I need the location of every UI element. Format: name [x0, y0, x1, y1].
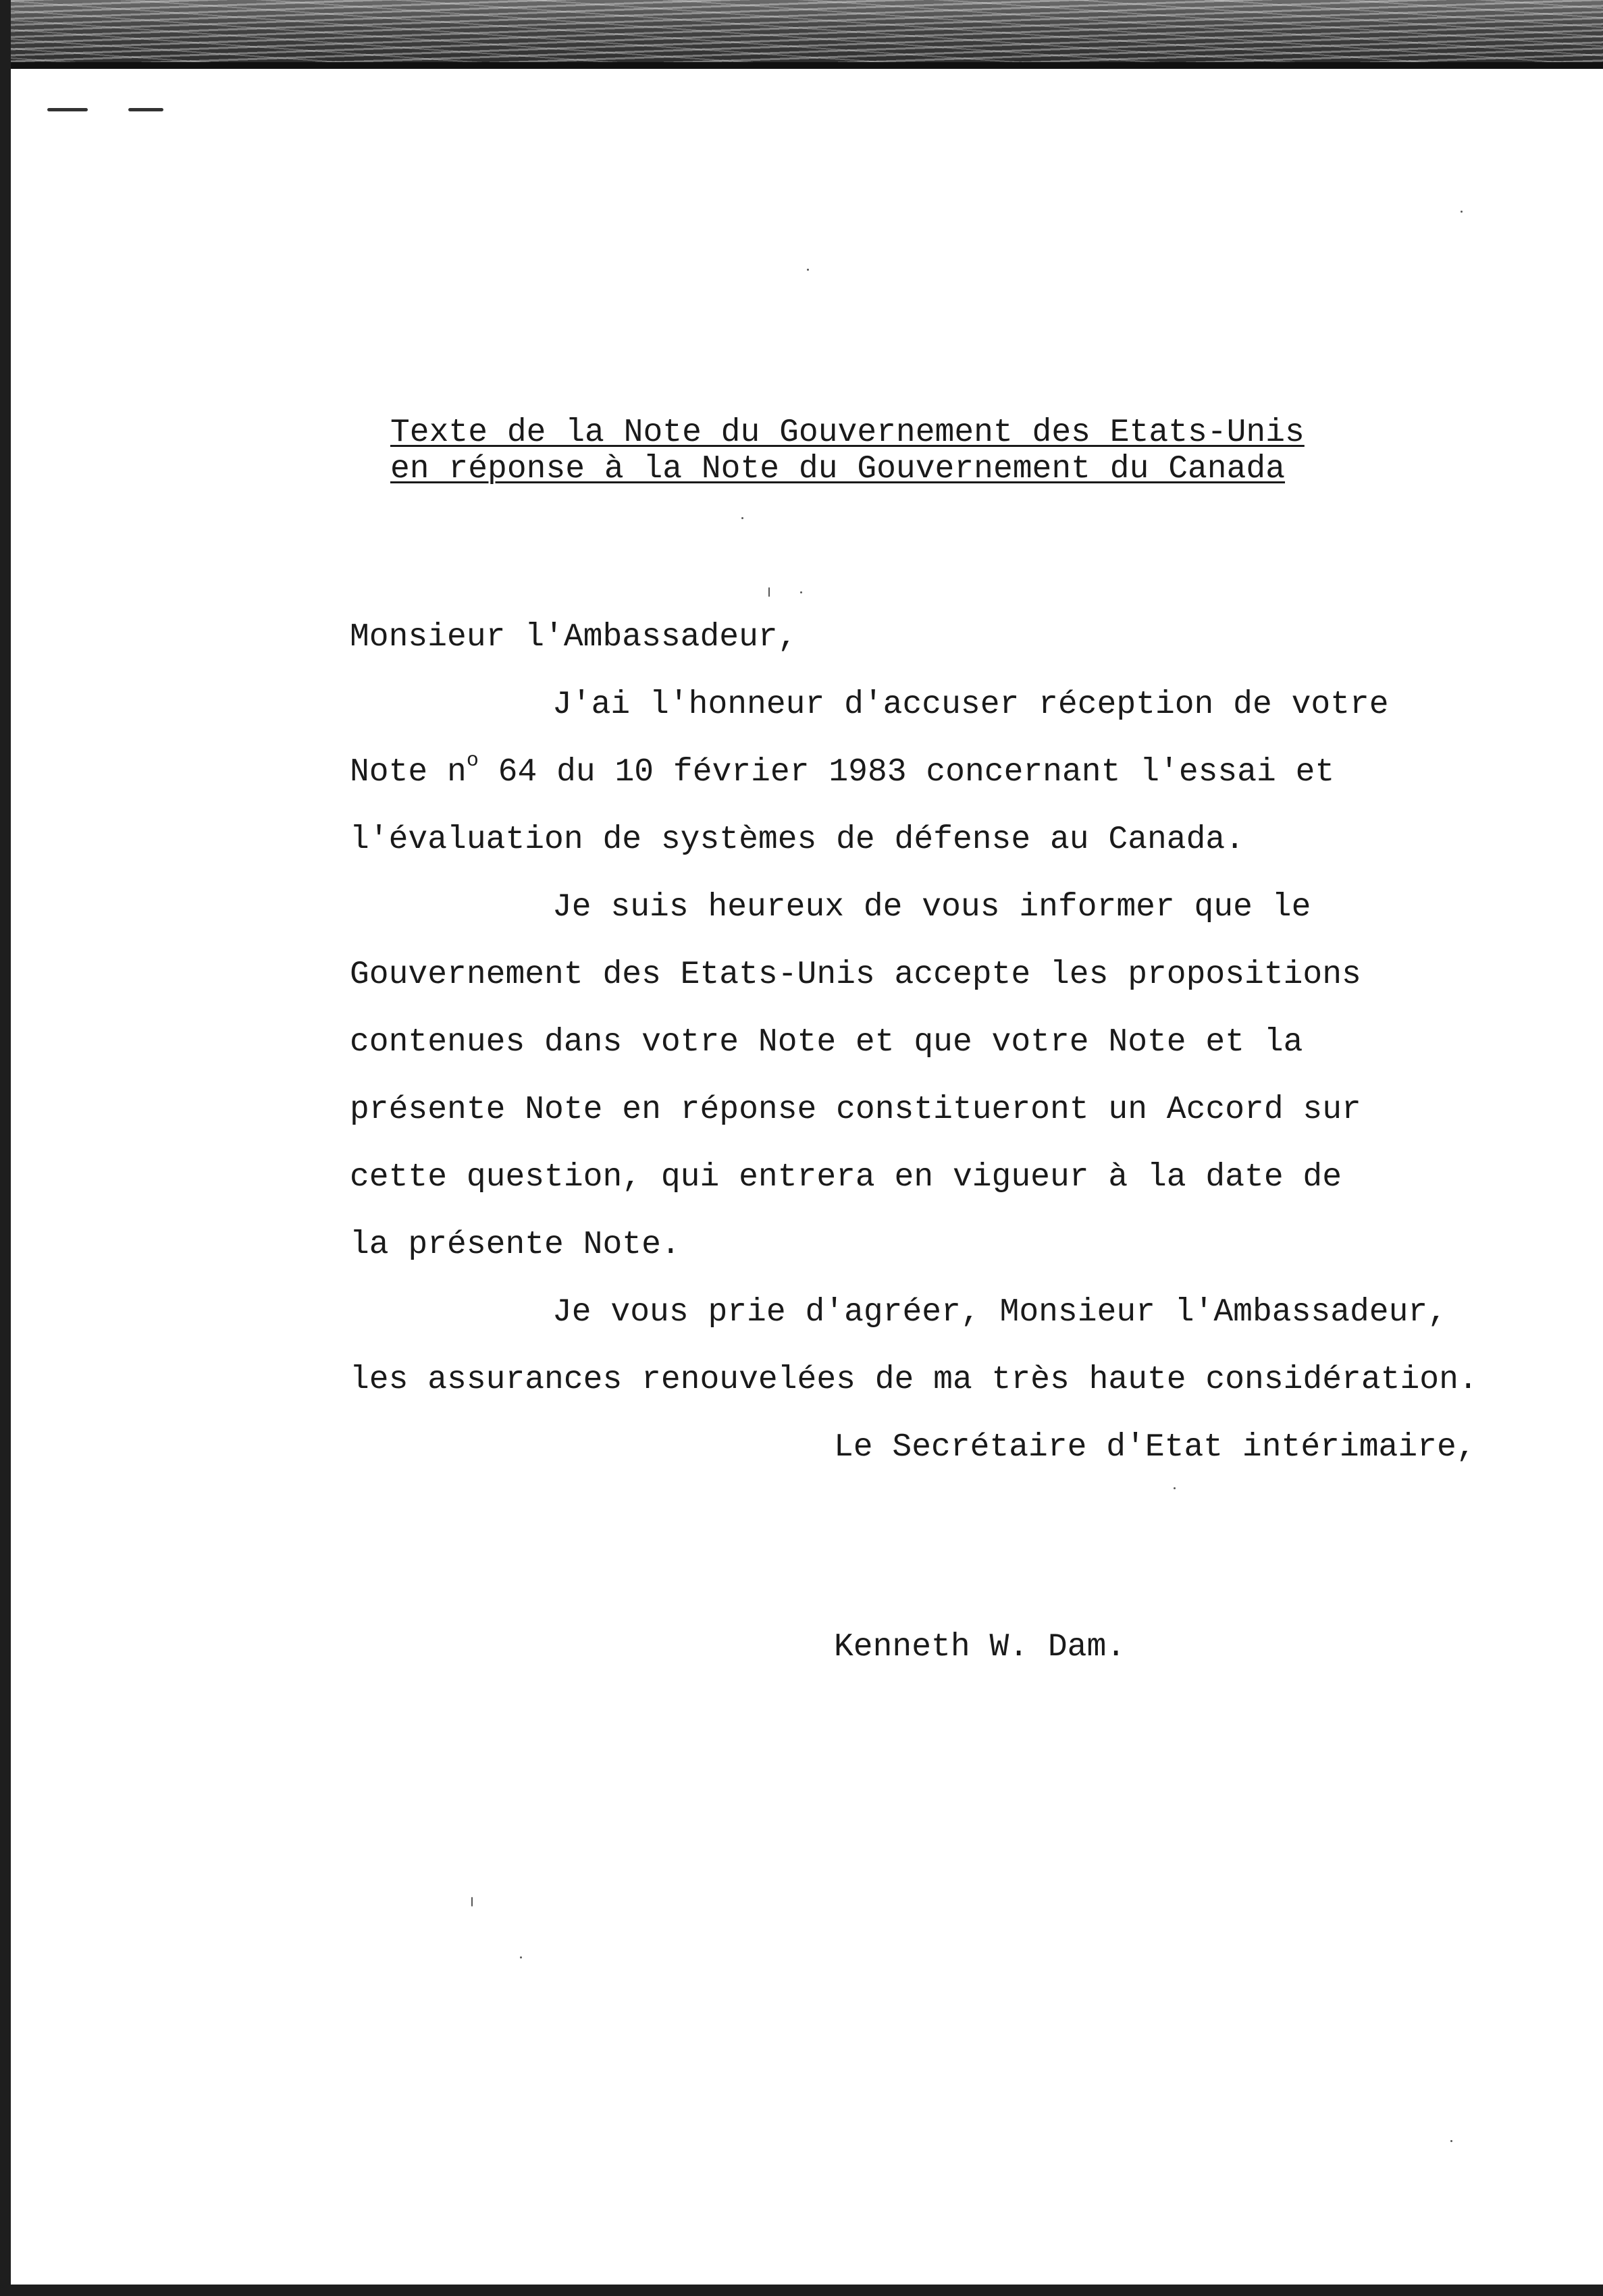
paragraph-3-line-2: les assurances renouvelées de ma très haute considération. — [350, 1362, 1478, 1398]
paragraph-1-line-2 — [350, 749, 1335, 791]
paragraph-2-line-4: présente Note en réponse constitueront un Accord sur — [350, 1092, 1361, 1128]
scan-left-border — [0, 0, 11, 2296]
title-line-2: en réponse à la Note du Gouvernement du Canada — [390, 451, 1286, 487]
salutation: Monsieur l'Ambassadeur, — [350, 619, 797, 656]
scan-top-border — [0, 0, 1603, 68]
scan-bottom-border — [0, 2285, 1603, 2296]
paragraph-3-line-1: Je vous prie d'agréer, Monsieur l'Ambassadeur, — [552, 1294, 1448, 1331]
signatory-name: Kenneth W. Dam. — [834, 1629, 1126, 1665]
signatory-office: Le Secrétaire d'Etat intérimaire, — [834, 1429, 1476, 1466]
note-number-rest: 64 du 10 février 1983 concernant l'essai et — [478, 754, 1335, 791]
paragraph-2-line-1: Je suis heureux de vous informer que le — [552, 889, 1311, 926]
paragraph-2-line-3: contenues dans votre Note et que votre Note et la — [350, 1024, 1303, 1061]
note-number-superscript: o — [466, 749, 479, 772]
document-title — [390, 415, 1363, 487]
paragraph-2-line-5: cette question, qui entrera en vigueur à la date de — [350, 1159, 1342, 1196]
paragraph-2-line-6: la présente Note. — [350, 1227, 681, 1263]
paragraph-1-line-1: J'ai l'honneur d'accuser réception de votre — [552, 687, 1389, 723]
scan-smudge — [47, 108, 88, 111]
scan-top-edge — [0, 62, 1603, 69]
note-number-prefix: Note n — [350, 754, 467, 791]
scan-smudge — [128, 108, 163, 111]
scan-speck — [471, 1897, 473, 1906]
scan-speck — [1461, 211, 1463, 213]
scan-speck — [800, 591, 802, 593]
scan-speck — [1174, 1487, 1176, 1489]
scan-speck — [520, 1956, 522, 1958]
title-line-1: Texte de la Note du Gouvernement des Etats-Unis — [390, 415, 1305, 451]
scan-speck — [741, 517, 743, 519]
scan-speck — [1450, 2140, 1452, 2142]
scan-speck — [807, 269, 809, 271]
paragraph-1-line-3: l'évaluation de systèmes de défense au Canada. — [350, 822, 1245, 858]
scan-speck — [768, 587, 770, 597]
paragraph-2-line-2: Gouvernement des Etats-Unis accepte les propositions — [350, 957, 1361, 993]
